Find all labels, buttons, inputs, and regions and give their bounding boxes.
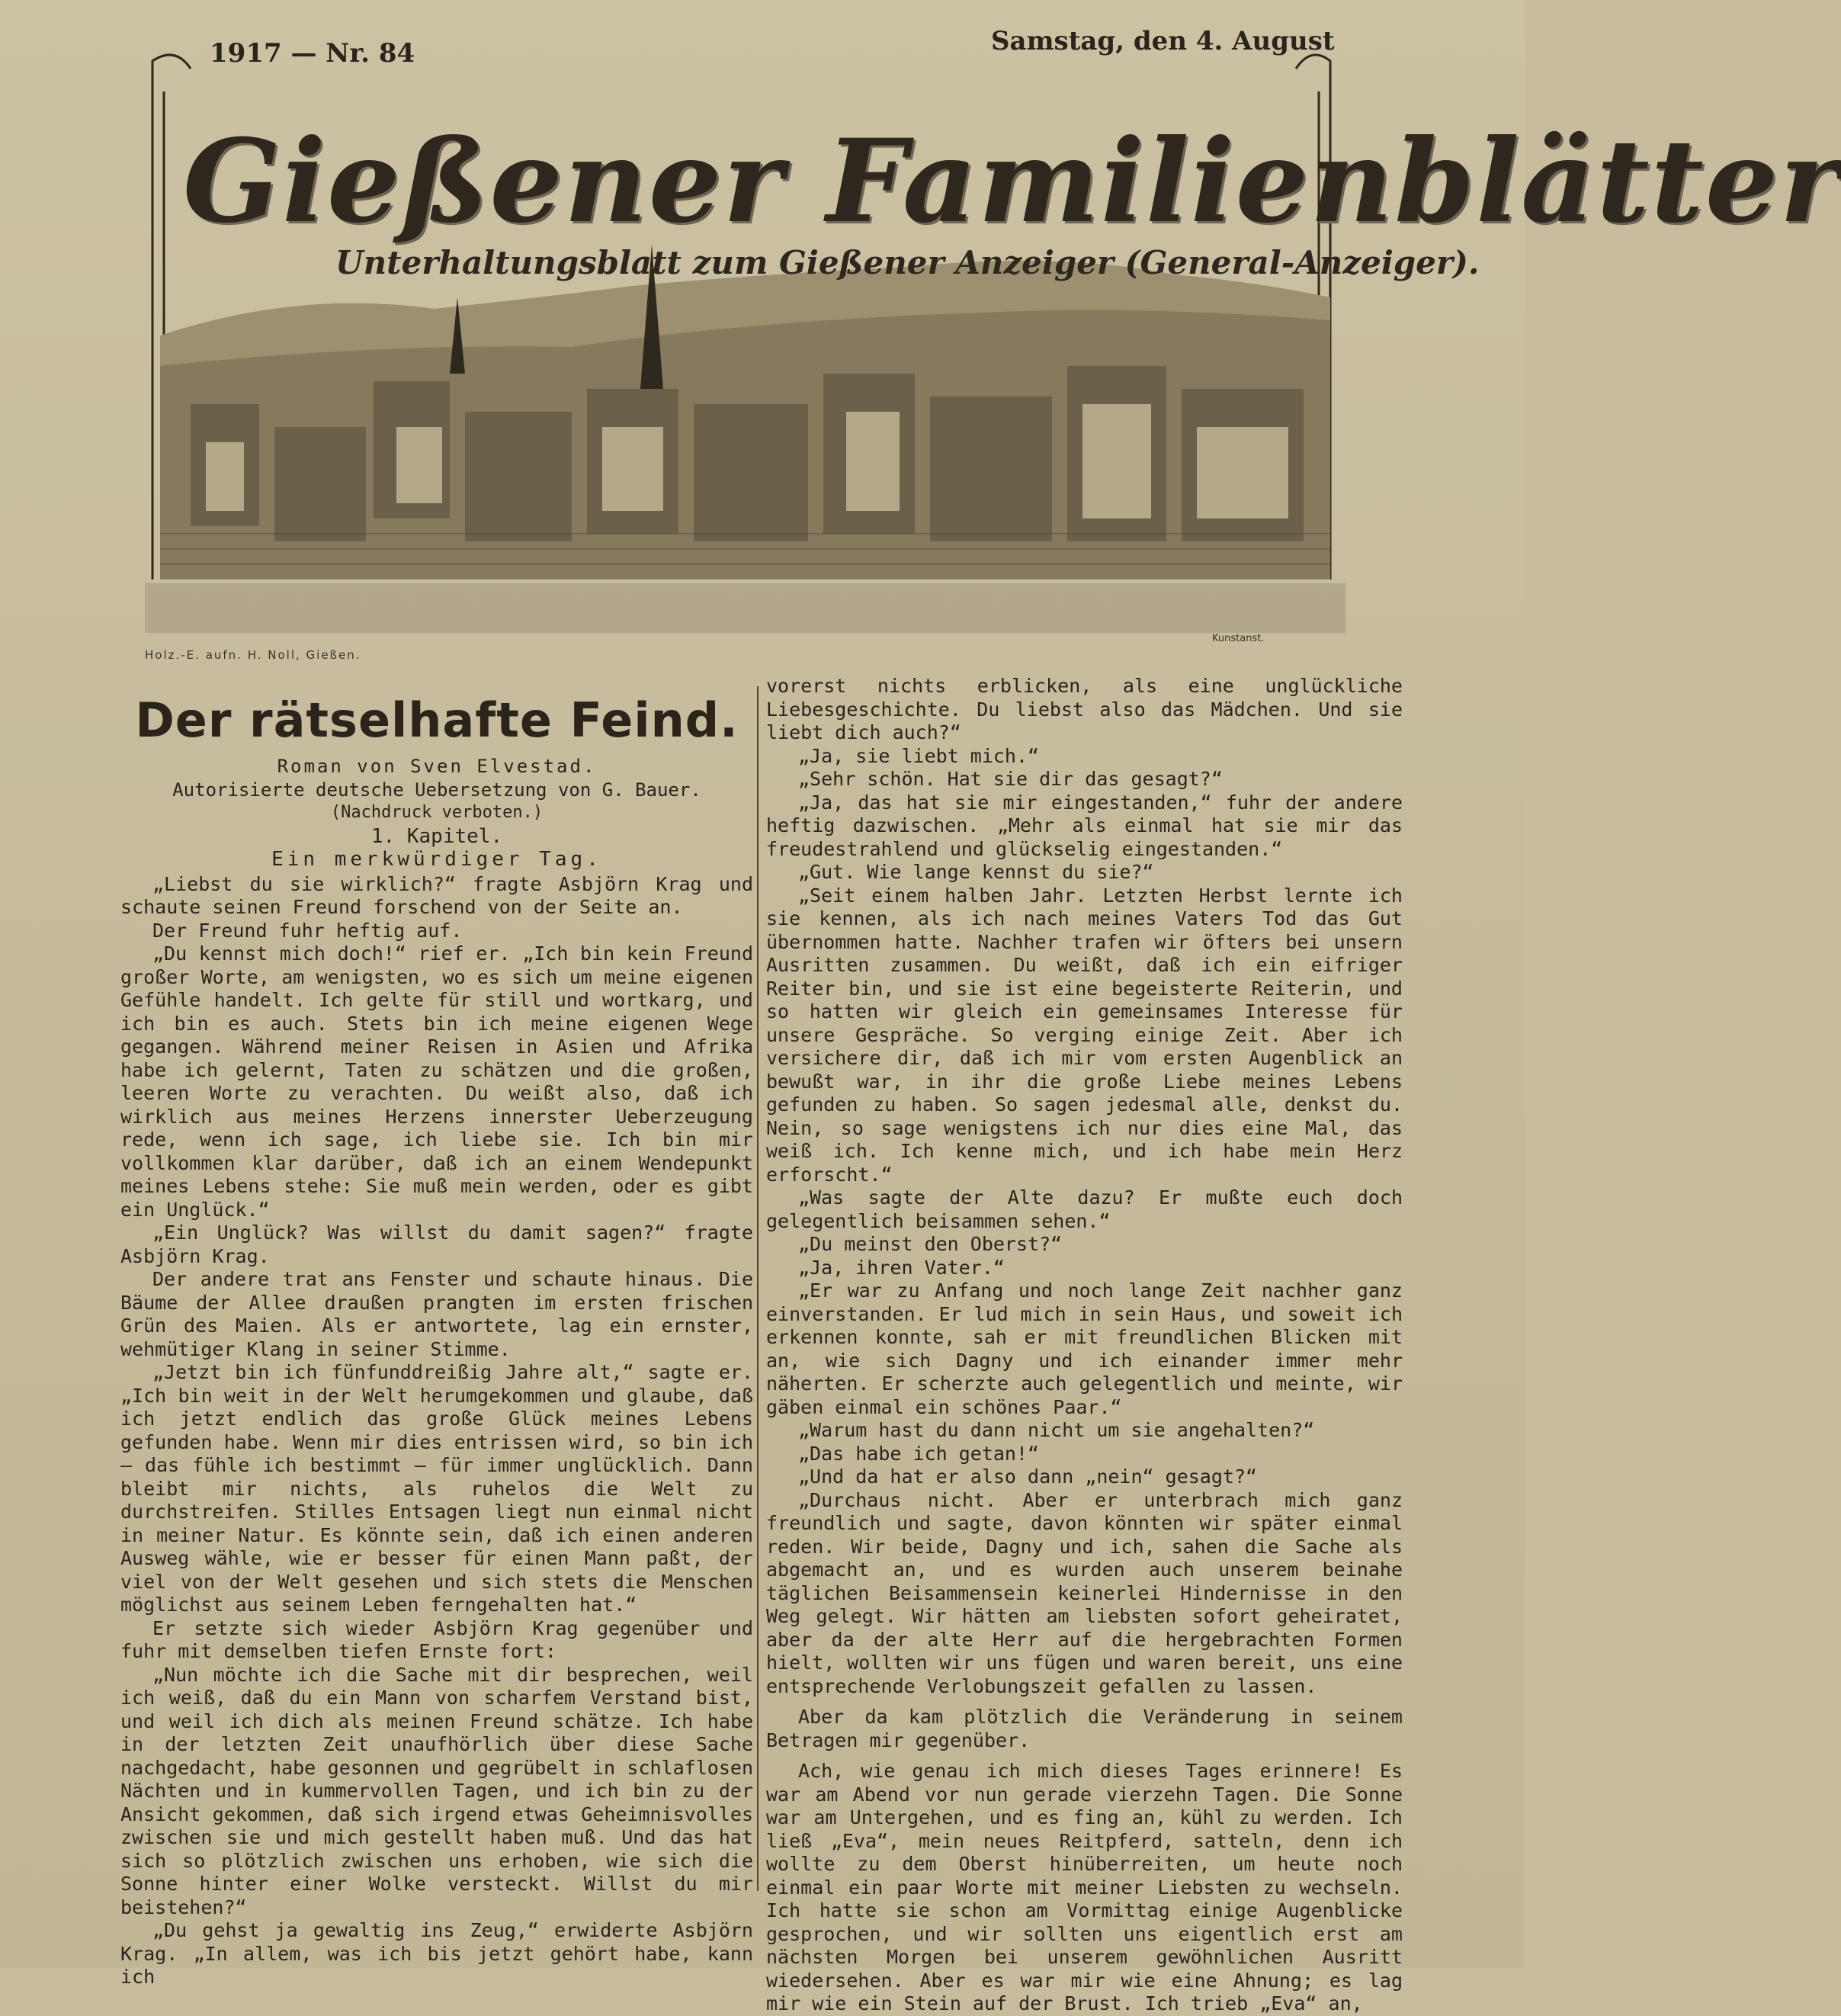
paragraph: „Warum hast du dann nicht um sie angehalten?“ [798,1419,1315,1441]
paragraph: „Das habe ich getan!“ [798,1442,1040,1465]
issue-number: 1917 — Nr. 84 [210,38,415,69]
chapter-number: 1. Kapitel. [370,824,503,848]
translation-note: Autorisierte deutsche Uebersetzung von G. Bauer. [172,778,701,801]
paragraph: „Und da hat er also dann „nein“ gesagt?“ [798,1465,1258,1488]
paragraph-gap [766,1698,1403,1706]
paragraph: „Nun möchte ich die Sache mit dir besprechen, weil ich weiß, daß du ein Mann von scharfem Verstand bist, und weil ich dich als meinen Freund schätze. Ich habe in der letzten Zeit unaufhörlich über diese Sache nachgedacht, habe gesonnen und gegrübelt in schlaflosen Nächten und in kummervollen Tagen, und ich bin zu der Ansicht gekommen, daß sich irgend etwas Geheimnisvolles zwischen sie und mich gestellt haben muß. Und das hat sich so plötzlich zwischen uns erhoben, wie sich die Sonne hinter einer Wolke versteckt. Willst du mir beistehen?“ [120,1663,753,1918]
paragraph: „Durchaus nicht. Aber er unterbrach mich ganz freundlich und sagte, davon könnten wir später einmal reden. Wir beide, Dagny und ich, sahen die Sache als abgemacht an, und es wurden auch unserem beinahe täglichen Beisammensein keinerlei Hindernisse in den Weg gelegt. Wir hätten am liebsten sofort geheiratet, aber da der alte Herr auf die hergebrachten Formen hielt, wollten wir uns fügen und waren bereit, uns eine entsprechende Verlobungszeit gefallen zu lassen. [766,1488,1403,1697]
paragraph-gap [766,1752,1403,1760]
issue-date: Samstag, den 4. August [991,26,1335,56]
story-title: Der rätselhafte Feind. [135,692,739,748]
printer-credit: Holz.-E. aufn. H. Noll, Gießen. [145,648,361,662]
story-byline: Roman von Sven Elvestad. [277,756,597,777]
paragraph: „Ein Unglück? Was willst du damit sagen?“ fragte Asbjörn Krag. [120,1221,753,1267]
masthead-subtitle: Unterhaltungsblatt zum Gießener Anzeiger (General-Anzeiger). [335,244,1480,281]
paragraph: „Liebst du sie wirklich?“ fragte Asbjörn Krag und schaute seinen Freund forschend von der Seite an. [120,872,753,918]
paragraph: Aber da kam plötzlich die Veränderung in seinem Betragen mir gegenüber. [766,1706,1403,1751]
paragraph: Der andere trat ans Fenster und schaute hinaus. Die Bäume der Allee draußen prangten im ersten frischen Grün des Maien. Als er antwortete, lag ein ernster, wehmütiger Klang in seiner Stimme. [120,1268,753,1360]
paragraph: „Ja, sie liebt mich.“ [798,744,1040,767]
paragraph: „Was sagte der Alte dazu? Er mußte euch doch gelegentlich beisammen sehen.“ [766,1186,1403,1232]
chapter-title: Ein merkwürdiger Tag. [271,848,602,871]
paragraph: „Ja, das hat sie mir eingestanden,“ fuhr der andere heftig dazwischen. „Mehr als einmal hat sie mir das freudestrahlend und glückselig eingestanden.“ [766,791,1403,860]
paragraph: vorerst nichts erblicken, als eine unglückliche Liebesgeschichte. Du liebst also das Mädchen. Und sie liebt dich auch?“ [766,675,1403,743]
artist-credit: Kunstanst. [1212,633,1265,644]
paragraph: „Ja, ihren Vater.“ [798,1256,1005,1279]
paragraph: „Du kennst mich doch!“ rief er. „Ich bin kein Freund großer Worte, am wenigsten, wo es sich um meine eigenen Gefühle handelt. Ich gelte für still und wortkarg, und ich bin es auch. Stets bin ich meine eigenen Wege gegangen. Während meiner Reisen in Asien und Afrika habe ich gelernt, Taten zu schätzen und die großen, leeren Worte zu verachten. Du weißt also, daß ich wirklich aus meines Herzens innerster Ueberzeugung rede, wenn ich sage, ich liebe sie. Ich bin mir vollkommen klar darüber, daß ich an einem Wendepunkt meines Lebens stehe: Sie muß mein werden, oder es gibt ein Unglück.“ [120,942,753,1221]
reprint-notice: (Nachdruck verboten.) [330,803,544,822]
masthead-title: Gießener Familienblätter [183,114,1841,249]
left-column [120,686,753,1989]
paragraph: Ach, wie genau ich mich dieses Tages erinnere! Es war am Abend vor nun gerade vierzehn Tagen. Die Sonne war am Untergehen, und es fing an, kühl zu werden. Ich ließ „Eva“, mein neues Reitpferd, satteln, denn ich wollte zu dem Oberst hinüberreiten, um heute noch einmal ein paar Worte mit meiner Liebsten zu wechseln. Ich hatte sie schon am Vormittag einige Augenblicke gesprochen, und wir sollten uns eigentlich erst am nächsten Morgen bei unserem gewöhnlichen Ausritt wiedersehen. Aber es war mir wie eine Ahnung; es lag mir wie ein Stein auf der Brust. Ich trieb „Eva“ an, [766,1760,1403,2014]
paragraph: „Du gehst ja gewaltig ins Zeug,“ erwiderte Asbjörn Krag. „In allem, was ich bis jetzt gehört habe, kann ich [120,1919,753,1988]
paragraph: „Er war zu Anfang und noch lange Zeit nachher ganz einverstanden. Er lud mich in sein Haus, und soweit ich erkennen konnte, sah er mit freundlichen Blicken mit an, wie sich Dagny und ich einander immer mehr näherten. Er scherzte auch gelegentlich und meinte, wir gäben einmal ein schönes Paar.“ [766,1279,1403,1418]
paragraph: Er setzte sich wieder Asbjörn Krag gegenüber und fuhr mit demselben tiefen Ernste fort: [120,1616,753,1662]
paragraph: Der Freund fuhr heftig auf. [152,919,463,942]
paragraph: „Gut. Wie lange kennst du sie?“ [798,861,1154,883]
paragraph: „Jetzt bin ich fünfunddreißig Jahre alt,“ sagte er. „Ich bin weit in der Welt herumgekommen und glaube, daß ich jetzt endlich das große Glück meines Lebens gefunden habe. Wenn mir dies entrissen wird, so bin ich — das fühle ich bestimmt — für immer unglücklich. Dann bleibt mir nichts, als ruhelos die Welt zu durchstreifen. Stilles Entsagen liegt nun einmal nicht in meiner Natur. Es könnte sein, daß ich einen anderen Ausweg wähle, wie er besser für einen Mann paßt, der viel von der Welt gesehen und sich stets die Menschen möglichst aus seinem Leben ferngehalten hat.“ [120,1361,753,1616]
paragraph: „Du meinst den Oberst?“ [798,1233,1063,1255]
paragraph: „Sehr schön. Hat sie dir das gesagt?“ [798,768,1223,790]
paragraph: „Seit einem halben Jahr. Letzten Herbst lernte ich sie kennen, als ich nach meines Vaters Tod das Gut übernommen hatte. Nachher trafen wir öfters bei unsern Ausritten zusammen. Du weißt, daß ich ein eifriger Reiter bin, und sie ist eine begeisterte Reiterin, und so hatten wir gleich ein gemeinsames Interesse für unsere Gespräche. So verging einige Zeit. Aber ich versichere dir, daß ich mir vom ersten Augenblick an bewußt war, in ihr die große Liebe meines Lebens gefunden zu haben. So sagen jedesmal alle, denkst du. Nein, so sage wenigstens ich nur dies eine Mal, das weiß ich. Ich kenne mich, und ich habe mein Herz erforscht.“ [766,884,1403,1186]
right-column [766,675,1403,2016]
column-divider [757,686,759,1891]
